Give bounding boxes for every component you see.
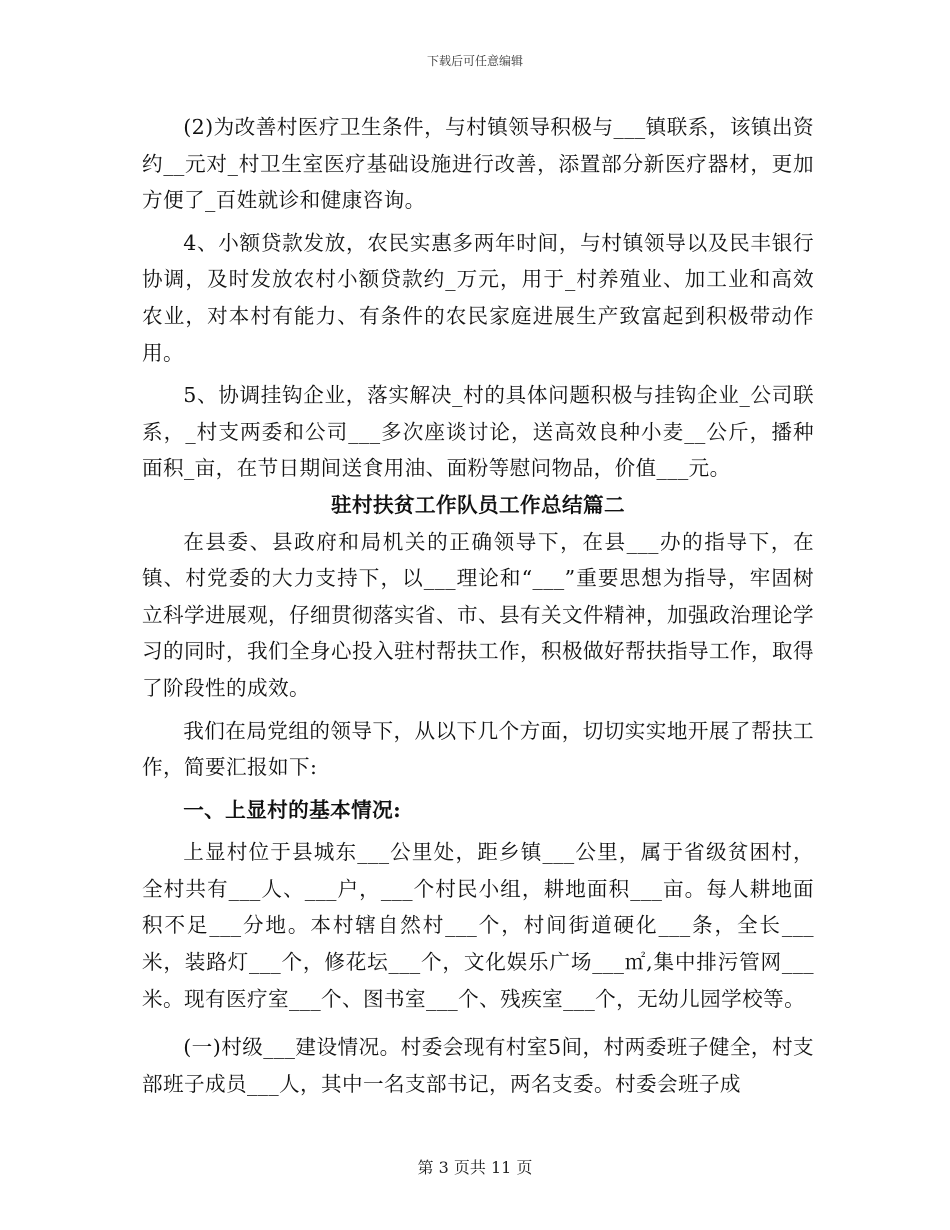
paragraph-summary-intro: 我们在局党组的领导下，从以下几个方面，切切实实地开展了帮扶工作，简要汇报如下: xyxy=(142,718,814,780)
page-header-note: 下载后可任意编辑 xyxy=(426,54,523,68)
section-title: 驻村扶贫工作队员工作总结篇二 xyxy=(331,492,625,517)
paragraph-village-organization: (一)村级___建设情况。村委会现有村室5间，村两委班子健全，村支部班子成员___人，其中一名支部书记，两名支委。村委会班子成 xyxy=(142,1035,814,1096)
paragraph-introduction: 在县委、县政府和局机关的正确领导下，在县___办的指导下，在镇、村党委的大力支持下，以___理论和“___”重要思想为指导，牢固树立科学进展观，仔细贯彻落实省、市、县有关文件精神，加强政治理论学习的同时，我们全身心投入驻村帮扶工作，积极做好帮扶指导工作，取得了阶段性的成效。 xyxy=(142,529,814,700)
page-number: 第 3 页共 11 页 xyxy=(417,1158,533,1177)
paragraph-medical-improvement: (2)为改善村医疗卫生条件，与村镇领导积极与___镇联系，该镇出资约__元对_村卫生室医疗基础设施进行改善，添置部分新医疗器材，更加方便了_百姓就诊和健康咨询。 xyxy=(142,115,814,213)
paragraph-enterprise-coordination: 5、协调挂钩企业，落实解决_村的具体问题积极与挂钩企业_公司联系，_村支两委和公司___多次座谈讨论，送高效良种小麦__公斤，播种面积_亩，在节日期间送食用油、面粉等慰问物品，价值___元。 xyxy=(142,383,814,481)
paragraph-microloan: 4、小额贷款发放，农民实惠多两年时间，与村镇领导以及民丰银行协调，及时发放农村小额贷款约_万元，用于_村养殖业、加工业和高效农业，对本村有能力、有条件的农民家庭进展生产致富起到积极带动作用。 xyxy=(142,230,814,365)
paragraph-village-overview: 上显村位于县城东___公里处，距乡镇___公里，属于省级贫困村，全村共有___人、___户，___个村民小组，耕地面积___亩。每人耕地面积不足___分地。本村辖自然村___个，村间街道硬化___条，全长___米，装路灯___个，修花坛___个，文化娱乐广场___㎡,集中排污管网___米。现有医疗室___个、图书室___个、残疾室___个，无幼儿园学校等。 xyxy=(142,840,814,1011)
document-body xyxy=(142,109,814,1102)
subheading-basic-situation: 一、上显村的基本情况: xyxy=(183,797,402,822)
